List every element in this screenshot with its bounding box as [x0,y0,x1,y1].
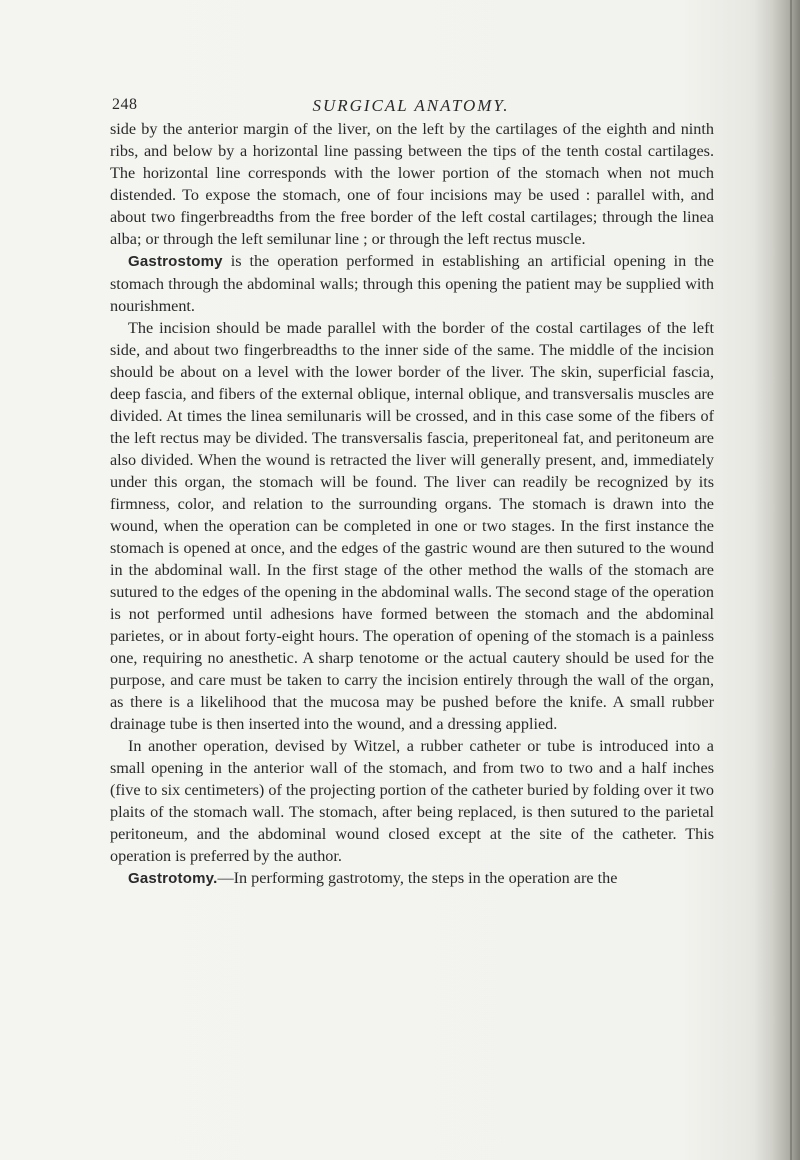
paragraph [110,118,714,250]
paragraph-text: The incision should be made parallel with the border of the costal cartilages of the left side, and about two fingerbreadths to the inner side of the same. The middle of the incision should be about on a level with the lower border of the liver. The skin, superficial fascia, deep fascia, and fibers of the external oblique, internal oblique, and transversalis muscles are divided. At times the linea semilunaris will be crossed, and in this case some of the fibers of the left rectus may be divided. The transversalis fascia, preperitoneal fat, and peritoneum are also divided. When the wound is retracted the liver will generally present, and, immediately under this organ, the stomach will be found. The liver can readily be recognized by its firmness, color, and relation to the surrounding organs. The stomach is drawn into the wound, when the operation can be completed in one or two stages. In the first instance the stomach is opened at once, and the edges of the gastric wound are then sutured to the wound in the abdominal wall. In the first stage of the other method the walls of the stomach are sutured to the edges of the opening in the abdominal walls. The second stage of the operation is not performed until adhesions have formed between the stomach and the abdominal parietes, or in about forty-eight hours. The operation of opening of the stomach is a painless one, requiring no anesthetic. A sharp tenotome or the actual cautery should be used for the purpose, and care must be taken to carry the incision entirely through the wall of the organ, as there is a likelihood that the mucosa may be pushed before the knife. A small rubber drainage tube is then inserted into the wound, and a dressing applied. [110,319,714,733]
body-text [110,118,714,890]
page-title: SURGICAL ANATOMY. [312,96,510,115]
paragraph-text: is the operation performed in establishing an artificial opening in the stomach through the abdominal walls; through this opening the patient may be supplied with nourishment. [110,252,714,315]
paragraph [110,250,714,317]
paragraph-text: In another operation, devised by Witzel, a rubber catheter or tube is introduced into a small opening in the anterior wall of the stomach, and from two to two and a half inches (five to six centimeters) of the projecting portion of the catheter buried by folding over it two plaits of the stomach wall. The stomach, after being replaced, is then sutured to the parietal peritoneum, and the abdominal wound closed except at the site of the catheter. This operation is preferred by the author. [110,737,714,865]
term-heading: Gastrostomy [128,253,223,270]
paragraph-text: —In performing gastrotomy, the steps in the operation are the [217,869,618,887]
paragraph-text: side by the anterior margin of the liver, on the left by the cartilages of the eighth and ninth ribs, and below by a horizontal line passing between the tips of the tenth costal cartilages. The horizontal line corresponds with the lower portion of the stomach when not much distended. To expose the stomach, one of four incisions may be used : parallel with, and about two fingerbreadths from the free border of the left costal cartilages; through the linea alba; or through the left semilunar line ; or through the left rectus muscle. [110,120,714,248]
page-edge-line [790,0,792,1160]
paragraph [110,867,714,890]
term-heading: Gastrotomy. [128,870,218,887]
paragraph [110,735,714,867]
page-binding-shadow [754,0,800,1160]
page-number: 248 [112,96,138,113]
paragraph [110,317,714,735]
running-head [112,96,710,120]
